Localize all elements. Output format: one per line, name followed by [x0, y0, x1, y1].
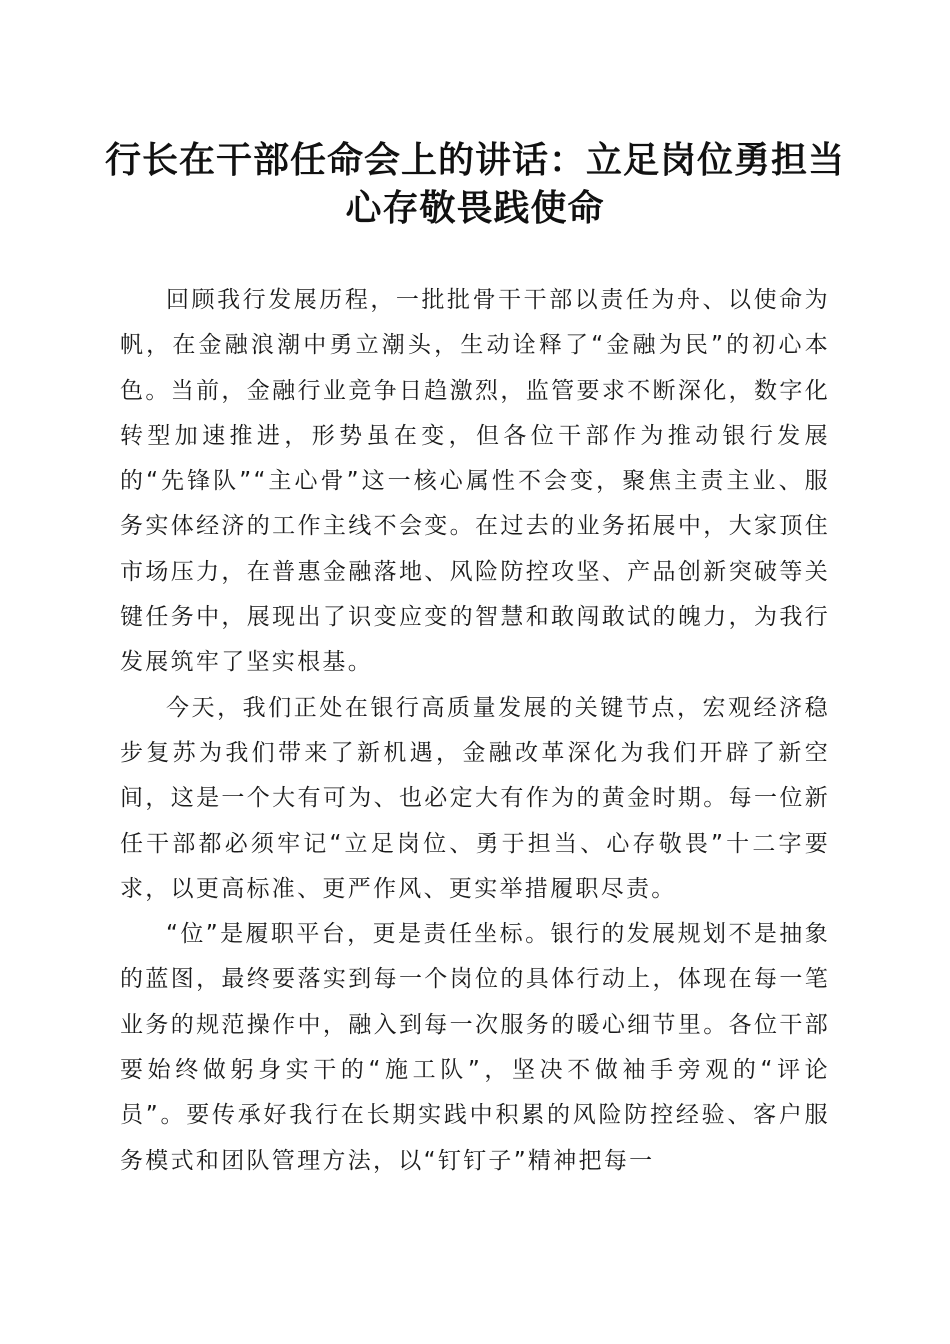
title-line-2: 心存敬畏践使命 — [345, 187, 605, 229]
paragraph-1: 回顾我行发展历程，一批批骨干干部以责任为舟、以使命为帆，在金融浪潮中勇立潮头，生动诠释了“金融为民”的初心本色。当前，金融行业竞争日趋激烈，监管要求不断深化，数字化转型加速推进，形势虽在变，但各位干部作为推动银行发展的“先锋队”“主心骨”这一核心属性不会变，聚焦主责主业、服务实体经济的工作主线不会变。在过去的业务拓展中，大家顶住市场压力，在普惠金融落地、风险防控攻坚、产品创新突破等关键任务中，展现出了识变应变的智慧和敢闯敢试的魄力，为我行发展筑牢了坚实根基。 — [120, 287, 830, 676]
document-title — [60, 136, 890, 232]
paragraph-2: 今天，我们正处在银行高质量发展的关键节点，宏观经济稳步复苏为我们带来了新机遇，金融改革深化为我们开辟了新空间，这是一个大有可为、也必定大有作为的黄金时期。每一位新任干部都必须牢记“立足岗位、勇于担当、心存敬畏”十二字要求，以更高标准、更严作风、更实举措履职尽责。 — [120, 694, 830, 902]
paragraph-3: “位”是履职平台，更是责任坐标。银行的发展规划不是抽象的蓝图，最终要落实到每一个岗位的具体行动上，体现在每一笔业务的规范操作中，融入到每一次服务的暖心细节里。各位干部要始终做躬身实干的“施工队”，坚决不做袖手旁观的“评论员”。要传承好我行在长期实践中积累的风险防控经验、客户服务模式和团队管理方法，以“钉钉子”精神把每一 — [120, 921, 830, 1174]
document-body — [120, 278, 830, 1184]
title-line-1: 行长在干部任命会上的讲话：立足岗位勇担当 — [104, 139, 845, 181]
